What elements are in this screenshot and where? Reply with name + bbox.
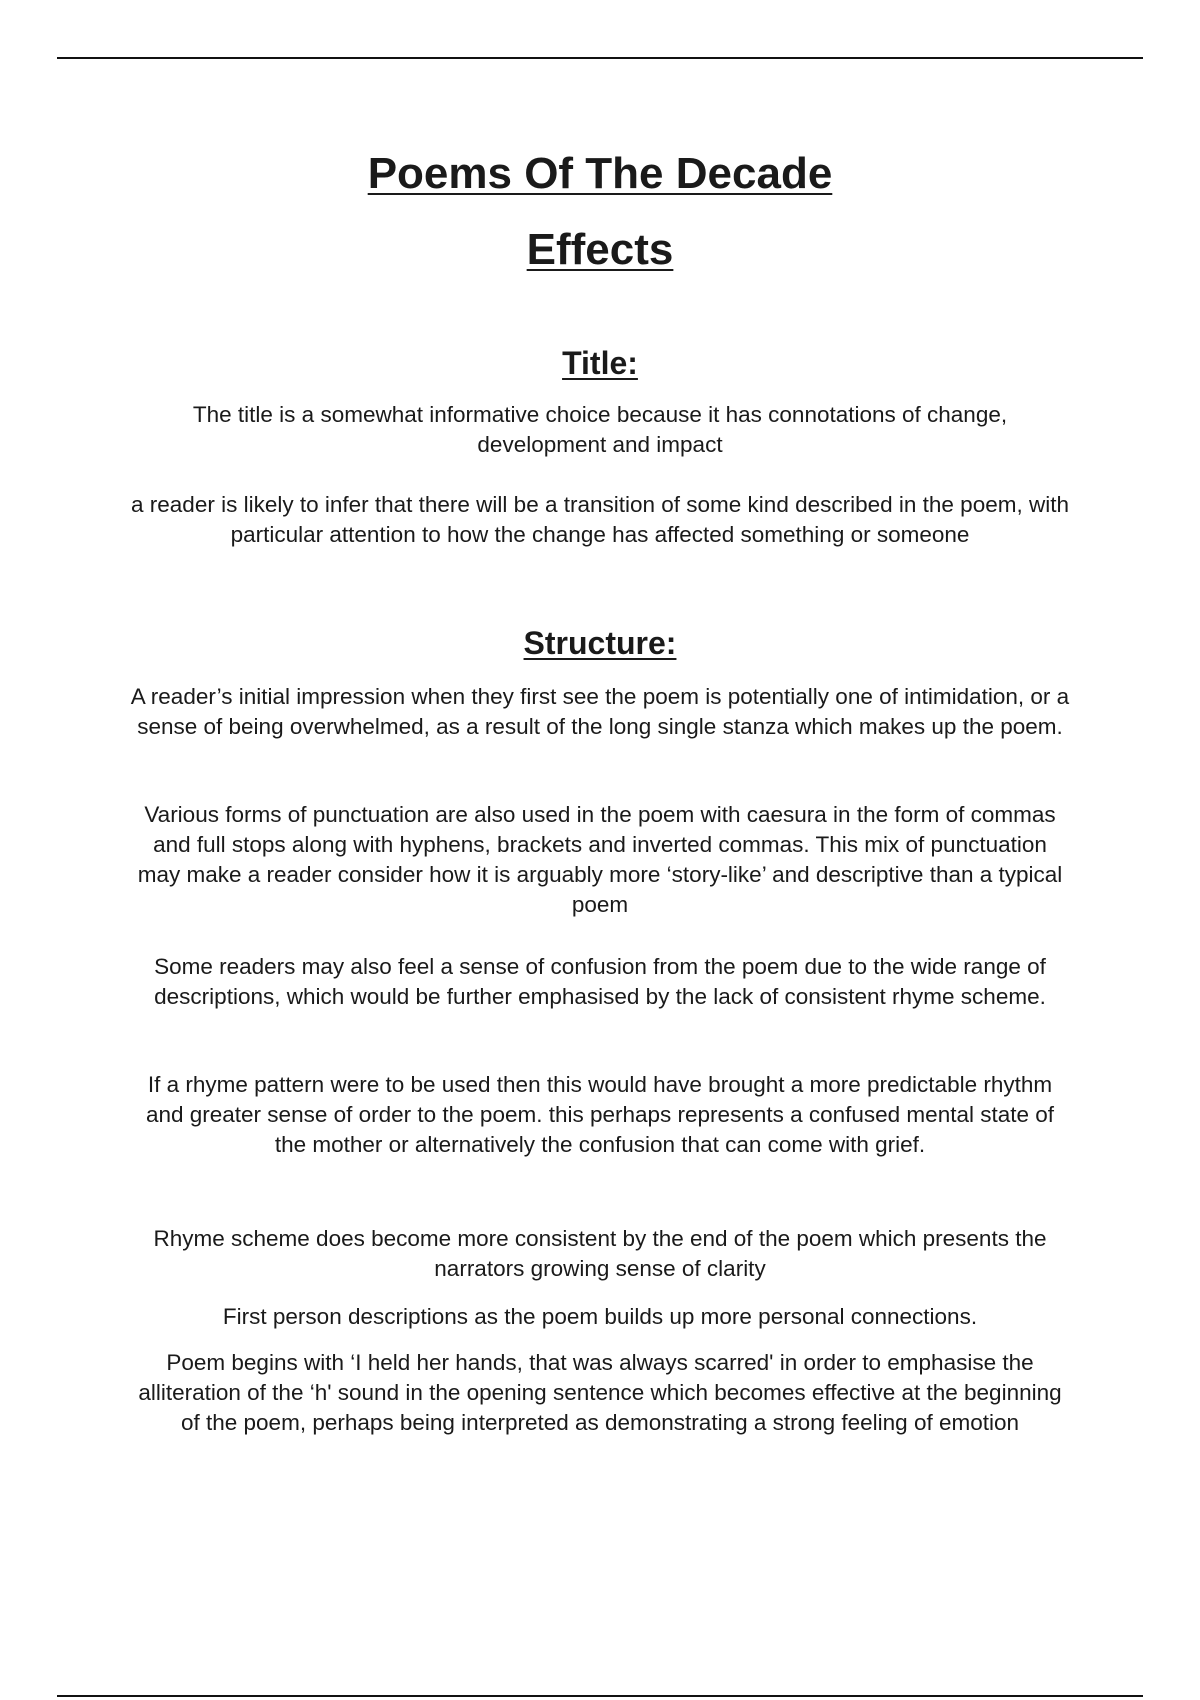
paragraph: If a rhyme pattern were to be used then this would have brought a more predictable rhythm and greater sense of order to the poem. this perhaps represents a confused mental state of the mother or alternatively the confusion that can come with grief.	[145, 1072, 1055, 1157]
paragraph: A reader’s initial impression when they first see the poem is potentially one of intimidation, or a sense of being overwhelmed, as a result of the long single stanza which makes up the poem.	[130, 684, 1070, 739]
document-title: Poems Of The Decade	[367, 149, 833, 198]
paragraph: a reader is likely to infer that there will be a transition of some kind described in the poem, with particular attention to how the change has affected something or someone	[131, 492, 1069, 547]
paragraph: Various forms of punctuation are also used in the poem with caesura in the form of commas and full stops along with hyphens, brackets and inverted commas. This mix of punctuation may make a reader consider how it is arguably more ‘story-like’ and descriptive than a typical poem	[137, 802, 1063, 917]
section-heading-title: Title:	[562, 345, 638, 381]
document-subtitle: Effects	[526, 225, 674, 274]
paragraph: Poem begins with ‘I held her hands, that was always scarred' in order to emphasise the alliteration of the ‘h' sound in the opening sentence which becomes effective at the beginning of the poem, perhaps being interpreted as demonstrating a strong feeling of emotion	[138, 1350, 1062, 1435]
paragraph: First person descriptions as the poem builds up more personal connections.	[222, 1304, 978, 1329]
section-heading-structure: Structure:	[523, 625, 677, 661]
paragraph: The title is a somewhat informative choice because it has connotations of change, development and impact	[192, 402, 1008, 457]
bottom-rule	[57, 1695, 1143, 1697]
top-rule	[57, 57, 1143, 59]
paragraph: Rhyme scheme does become more consistent by the end of the poem which presents the narrators growing sense of clarity	[153, 1226, 1047, 1281]
paragraph: Some readers may also feel a sense of confusion from the poem due to the wide range of descriptions, which would be further emphasised by the lack of consistent rhyme scheme.	[154, 954, 1046, 1009]
